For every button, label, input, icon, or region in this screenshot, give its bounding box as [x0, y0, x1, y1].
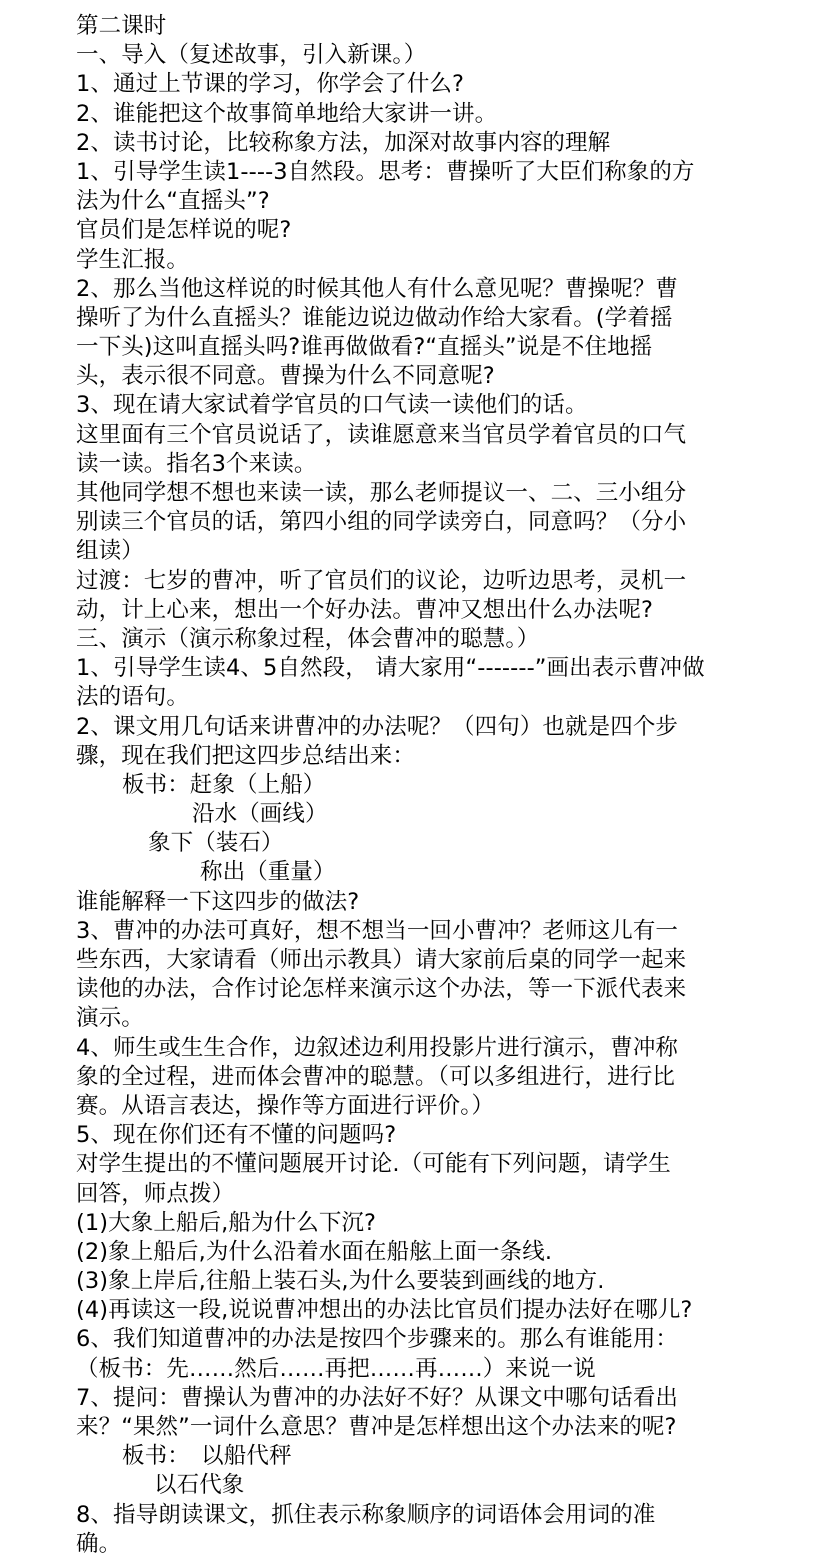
doc-line: 确。	[76, 1530, 122, 1557]
board-note-line: 沿水（画线）	[192, 801, 328, 828]
doc-line: (1)大象上船后,船为什么下沉?	[76, 1209, 377, 1236]
doc-line: 对学生提出的不懂问题展开讨论.（可能有下列问题，请学生	[76, 1151, 671, 1178]
doc-line: 1、引导学生读1----3自然段。思考：曹操听了大臣们称象的方	[76, 158, 695, 185]
doc-line: 6、我们知道曹冲的办法是按四个步骤来的。那么有谁能用：	[76, 1326, 679, 1353]
doc-line: 操听了为什么直摇头？谁能边说边做动作给大家看。(学着摇	[76, 304, 673, 331]
doc-line: 一下头)这叫直摇头吗?谁再做做看?“直摇头”说是不住地摇	[76, 334, 653, 361]
doc-line: 1、引导学生读4、5自然段， 请大家用“-------”画出表示曹冲做	[76, 655, 705, 682]
doc-line: 一、导入（复述故事，引入新课。）	[76, 42, 427, 69]
doc-line: 组读）	[76, 538, 144, 565]
doc-line: 象的全过程，进而体会曹冲的聪慧。（可以多组进行，进行比	[76, 1063, 675, 1090]
doc-line: 2、谁能把这个故事简单地给大家讲一讲。	[76, 100, 498, 127]
doc-line: 3、现在请大家试着学官员的口气读一读他们的话。	[76, 392, 588, 419]
doc-line: 法为什么“直摇头”?	[76, 188, 270, 215]
doc-line: 读他的办法，合作讨论怎样来演示这个办法，等一下派代表来	[76, 976, 687, 1003]
doc-line: 3、曹冲的办法可真好，想不想当一回小曹冲？老师这儿有一	[76, 917, 679, 944]
doc-line: 骤，现在我们把这四步总结出来：	[76, 742, 416, 769]
doc-line: 2、课文用几句话来讲曹冲的办法呢？（四句）也就是四个步	[76, 713, 679, 740]
doc-line: 赛。从语言表达，操作等方面进行评价。）	[76, 1092, 495, 1119]
doc-line: 动，计上心来，想出一个好办法。曹冲又想出什么办法呢?	[76, 596, 654, 623]
doc-line: 别读三个官员的话，第四小组的同学读旁白，同意吗？（分小	[76, 509, 687, 536]
doc-line: 1、通过上节课的学习，你学会了什么?	[76, 71, 465, 98]
doc-line: 2、读书讨论，比较称象方法，加深对故事内容的理解	[76, 129, 611, 156]
doc-line: 读一读。指名3个来读。	[76, 450, 317, 477]
doc-line: 回答，师点拨）	[76, 1180, 235, 1207]
board-note-line: 象下（装石）	[148, 830, 284, 857]
doc-line: 7、提问：曹操认为曹冲的办法好不好？从课文中哪句话看出	[76, 1384, 679, 1411]
doc-line: (3)象上岸后,往船上装石头,为什么要装到画线的地方.	[76, 1268, 605, 1295]
doc-line: 学生汇报。	[76, 246, 190, 273]
doc-line: (2)象上船后,为什么沿着水面在船舷上面一条线.	[76, 1238, 553, 1265]
doc-line: 4、师生或生生合作，边叙述边利用投影片进行演示，曹冲称	[76, 1034, 679, 1061]
doc-line: 头，表示很不同意。曹操为什么不同意呢?	[76, 363, 495, 390]
doc-line: 8、指导朗读课文，抓住表示称象顺序的词语体会用词的准	[76, 1501, 656, 1528]
doc-line: 第二课时	[76, 13, 167, 39]
doc-line: 官员们是怎样说的呢?	[76, 217, 292, 244]
doc-line: 三、演示（演示称象过程，体会曹冲的聪慧。）	[76, 625, 540, 652]
doc-line: （板书：先……然后……再把……再……）来说一说	[76, 1355, 596, 1382]
doc-line: 这里面有三个官员说话了，读谁愿意来当官员学着官员的口气	[76, 421, 687, 448]
board-note-line: 板书： 以船代秤	[122, 1443, 292, 1470]
board-note-line: 板书：赶象（上船）	[122, 771, 326, 798]
doc-line: 来？“果然”一词什么意思？曹冲是怎样想出这个办法来的呢?	[76, 1414, 677, 1440]
doc-line: 些东西，大家请看（师出示教具）请大家前后桌的同学一起来	[76, 947, 687, 973]
doc-line: 演示。	[76, 1005, 144, 1032]
doc-line: 过渡：七岁的曹冲，听了官员们的议论，边听边思考，灵机一	[76, 567, 687, 594]
board-note-line: 称出（重量）	[200, 859, 336, 886]
doc-line: 2、那么当他这样说的时候其他人有什么意见呢？曹操呢？曹	[76, 275, 679, 302]
doc-line: 法的语句。	[76, 684, 190, 711]
doc-line: 5、现在你们还有不懂的问题吗?	[76, 1122, 397, 1149]
doc-line: 其他同学想不想也来读一读，那么老师提议一、二、三小组分	[76, 480, 687, 506]
board-note-line: 以石代象	[154, 1472, 245, 1499]
lesson-plan-document	[76, 12, 756, 1559]
doc-line: 谁能解释一下这四步的做法?	[76, 888, 360, 915]
doc-line: (4)再读这一段,说说曹冲想出的办法比官员们提办法好在哪儿?	[76, 1297, 693, 1324]
